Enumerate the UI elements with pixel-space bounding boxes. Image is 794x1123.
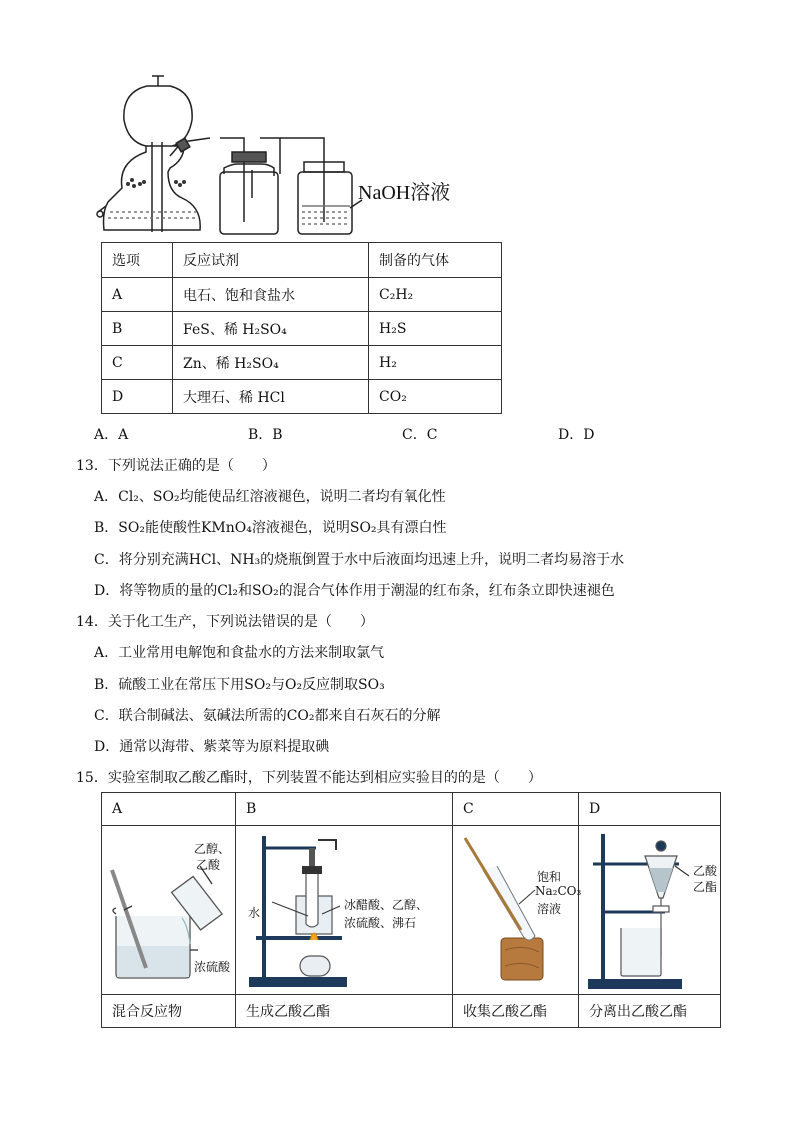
q13-option-a[interactable]: A．Cl₂、SO₂均能使品红溶液褪色，说明二者均有氧化性 [94, 489, 446, 505]
row-reagent: FeS、稀 H₂SO₄ [173, 312, 369, 346]
separatory-funnel-figure [579, 826, 722, 994]
row-gas: CO₂ [369, 380, 502, 414]
q13-option-d[interactable]: D．将等物质的量的Cl₂和SO₂的混合气体作用于潮湿的红布条，红布条立即快速褪色 [94, 583, 615, 599]
col-d: D [579, 793, 721, 826]
row-reagent: 电石、饱和食盐水 [173, 278, 369, 312]
naoh-label: NaOH溶液 [358, 182, 451, 204]
row-opt: A [102, 278, 173, 312]
row-reagent: Zn、稀 H₂SO₄ [173, 346, 369, 380]
q13-option-c[interactable]: C．将分别充满HCl、NH₃的烧瓶倒置于水中后液面均迅速上升，说明二者均易溶于水 [94, 552, 625, 568]
choice-b[interactable]: B．B [248, 427, 283, 443]
q13-option-b[interactable]: B．SO₂能使酸性KMnO₄溶液褪色，说明SO₂具有漂白性 [94, 520, 447, 536]
caption-d: 分离出乙酸乙酯 [579, 995, 721, 1028]
q14-option-b[interactable]: B．硫酸工业在常压下用SO₂与O₂反应制取SO₃ [94, 677, 385, 693]
row-reagent: 大理石、稀 HCl [173, 380, 369, 414]
header-option: 选项 [102, 243, 173, 278]
row-gas: H₂ [369, 346, 502, 380]
figure-b-reaction [236, 826, 453, 995]
col-b: B [236, 793, 453, 826]
row-opt: B [102, 312, 173, 346]
caption-a: 混合反应物 [102, 995, 236, 1028]
label-saturated: 饱和 [537, 870, 562, 884]
q14-option-c[interactable]: C．联合制碱法、氨碱法所需的CO₂都来自石灰石的分解 [94, 708, 441, 724]
figure-d-separation [579, 826, 721, 995]
label-reactants-line1: 冰醋酸、乙醇、 [344, 898, 429, 912]
q12-table [101, 242, 502, 414]
q14-option-a[interactable]: A．工业常用电解饱和食盐水的方法来制取氯气 [94, 645, 385, 661]
label-conc-sulfuric: 浓硫酸 [194, 960, 231, 974]
col-a: A [102, 793, 236, 826]
header-gas: 制备的气体 [369, 243, 502, 278]
kipp-apparatus-figure [92, 72, 492, 242]
label-acetic-acid: 乙酸 [196, 858, 221, 872]
label-na2co3: Na₂CO₃ [535, 884, 582, 898]
figure-c-collection [453, 826, 582, 995]
q15-table [101, 792, 721, 1028]
choice-d[interactable]: D．D [558, 427, 595, 443]
label-solution: 溶液 [537, 902, 562, 916]
apparatus-drawing [92, 72, 492, 242]
q15-stem: 15．实验室制取乙酸乙酯时，下列装置不能达到相应实验目的的是（ ） [76, 770, 542, 786]
label-ethanol: 乙醇、 [194, 842, 231, 856]
q14-stem: 14．关于化工生产，下列说法错误的是（ ） [76, 614, 374, 630]
header-reagent: 反应试剂 [173, 243, 369, 278]
col-c: C [453, 793, 579, 826]
q13-stem: 13．下列说法正确的是（ ） [76, 458, 276, 474]
choice-a[interactable]: A．A [94, 427, 129, 443]
row-gas: C₂H₂ [369, 278, 502, 312]
label-acetate: 乙酯 [693, 880, 718, 894]
label-water: 水 [248, 906, 261, 920]
row-opt: C [102, 346, 173, 380]
row-opt: D [102, 380, 173, 414]
label-ethyl: 乙酸 [693, 864, 718, 878]
row-gas: H₂S [369, 312, 502, 346]
caption-c: 收集乙酸乙酯 [453, 995, 579, 1028]
choice-c[interactable]: C．C [402, 427, 438, 443]
label-reactants-line2: 浓硫酸、沸石 [344, 916, 417, 930]
q14-option-d[interactable]: D．通常以海带、紫菜等为原料提取碘 [94, 739, 330, 755]
figure-a-mixing [102, 826, 236, 995]
caption-b: 生成乙酸乙酯 [236, 995, 453, 1028]
